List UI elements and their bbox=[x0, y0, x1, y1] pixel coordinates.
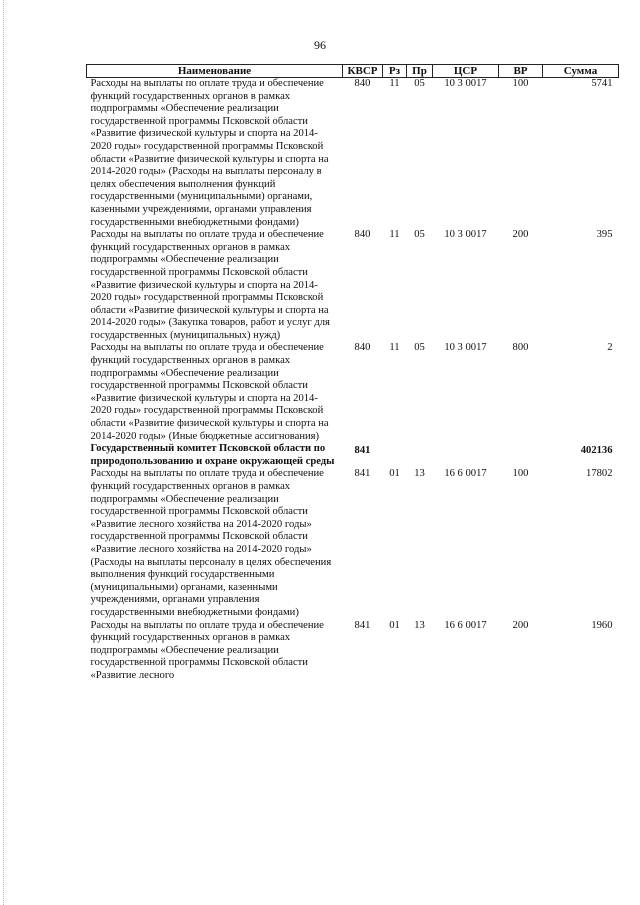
row-vr: 100 bbox=[512, 468, 529, 480]
table-row bbox=[87, 443, 619, 468]
row-sum: 5741 bbox=[591, 78, 613, 89]
row-rz: 11 bbox=[389, 78, 400, 89]
row-csr: 16 6 0017 bbox=[444, 619, 487, 631]
scan-edge bbox=[3, 0, 4, 905]
row-rz: 01 bbox=[389, 468, 400, 480]
row-rz: 11 bbox=[389, 229, 400, 241]
row-sum: 395 bbox=[596, 229, 613, 241]
row-rz bbox=[383, 443, 407, 468]
row-sum: 402136 bbox=[580, 445, 613, 457]
header-kvsr: КВСР bbox=[343, 65, 383, 78]
row-csr: 10 3 0017 bbox=[444, 229, 487, 241]
table-row bbox=[87, 342, 619, 443]
header-pr: Пр bbox=[407, 65, 433, 78]
row-vr: 800 bbox=[512, 342, 529, 354]
row-csr: 10 3 0017 bbox=[444, 342, 487, 354]
row-csr bbox=[433, 443, 499, 468]
header-rz: Рз bbox=[383, 65, 407, 78]
row-kvsr: 840 bbox=[354, 78, 371, 89]
row-kvsr: 840 bbox=[354, 342, 371, 354]
row-kvsr: 841 bbox=[354, 468, 371, 480]
row-pr bbox=[407, 443, 433, 468]
row-pr: 13 bbox=[414, 619, 425, 631]
row-pr: 05 bbox=[414, 78, 425, 89]
row-name: Расходы на выплаты по оплате труда и обеспечение функций государственных органов в рамках подпрограммы «Обеспечение реализации государственной программы Псковской области «Развитие физической культуры и спорта на 2014-2020 годы» государственной программы Псковской области «Развитие физической культуры и спорта на 2014-2020 годы» (Расходы на выплаты персоналу в целях обеспечения выполнения функций государственными (муниципальными) органами, казенными учреждениями, органами управления государственными внебюджетными фондами) bbox=[90, 78, 329, 228]
row-name: Расходы на выплаты по оплате труда и обеспечение функций государственных органов в рамках подпрограммы «Обеспечение реализации государственной программы Псковской области «Развитие физической культуры и спорта на 2014-2020 годы» государственной программы Псковской области «Развитие физической культуры и спорта на 2014-2020 годы» (Закупка товаров, работ и услуг для государственных (муниципальных) нужд) bbox=[90, 229, 330, 341]
budget-table bbox=[86, 64, 619, 683]
row-sum: 17802 bbox=[586, 468, 613, 480]
header-sum: Сумма bbox=[543, 65, 619, 78]
row-pr: 05 bbox=[414, 342, 425, 354]
row-kvsr: 841 bbox=[354, 619, 371, 631]
row-vr: 100 bbox=[512, 78, 529, 89]
row-name: Расходы на выплаты по оплате труда и обеспечение функций государственных органов в рамках подпрограммы «Обеспечение реализации государственной программы Псковской области «Развитие лесного bbox=[90, 619, 324, 681]
header-name: Наименование bbox=[87, 65, 343, 78]
row-vr: 200 bbox=[512, 229, 529, 241]
table-row bbox=[87, 229, 619, 342]
row-csr: 16 6 0017 bbox=[444, 468, 487, 480]
page-number: 96 bbox=[314, 38, 326, 52]
row-pr: 13 bbox=[414, 468, 425, 480]
row-kvsr: 841 bbox=[354, 445, 371, 457]
header-csr: ЦСР bbox=[433, 65, 499, 78]
row-vr: 200 bbox=[512, 619, 529, 631]
table-row bbox=[87, 468, 619, 619]
row-name: Государственный комитет Псковской области по природопользованию и охране окружающей среды bbox=[90, 443, 335, 467]
table-header-row bbox=[87, 65, 619, 78]
table-row bbox=[87, 620, 619, 683]
table-row bbox=[87, 78, 619, 230]
row-pr: 05 bbox=[414, 229, 425, 241]
row-kvsr: 840 bbox=[354, 229, 371, 241]
row-name: Расходы на выплаты по оплате труда и обеспечение функций государственных органов в рамках подпрограммы «Обеспечение реализации государственной программы Псковской области «Развитие физической культуры и спорта на 2014-2020 годы» государственной программы Псковской области «Развитие физической культуры и спорта на 2014-2020 годы» (Иные бюджетные ассигнования) bbox=[90, 342, 329, 442]
row-name: Расходы на выплаты по оплате труда и обеспечение функций государственных органов в рамках подпрограммы «Обеспечение реализации государственной программы Псковской области «Развитие лесного хозяйства на 2014-2020 годы» государственной программы Псковской области «Развитие лесного хозяйства на 2014-2020 годы» (Расходы на выплаты персоналу в целях обеспечения выполнения функций государственными (муниципальными) органами, казенными учреждениями, органами управления государственными внебюджетными фондами) bbox=[90, 468, 332, 618]
row-rz: 11 bbox=[389, 342, 400, 354]
header-vr: ВР bbox=[499, 65, 543, 78]
row-sum: 1960 bbox=[591, 619, 613, 631]
row-rz: 01 bbox=[389, 619, 400, 631]
row-csr: 10 3 0017 bbox=[444, 78, 487, 89]
row-sum: 2 bbox=[607, 342, 613, 354]
row-vr bbox=[499, 443, 543, 468]
